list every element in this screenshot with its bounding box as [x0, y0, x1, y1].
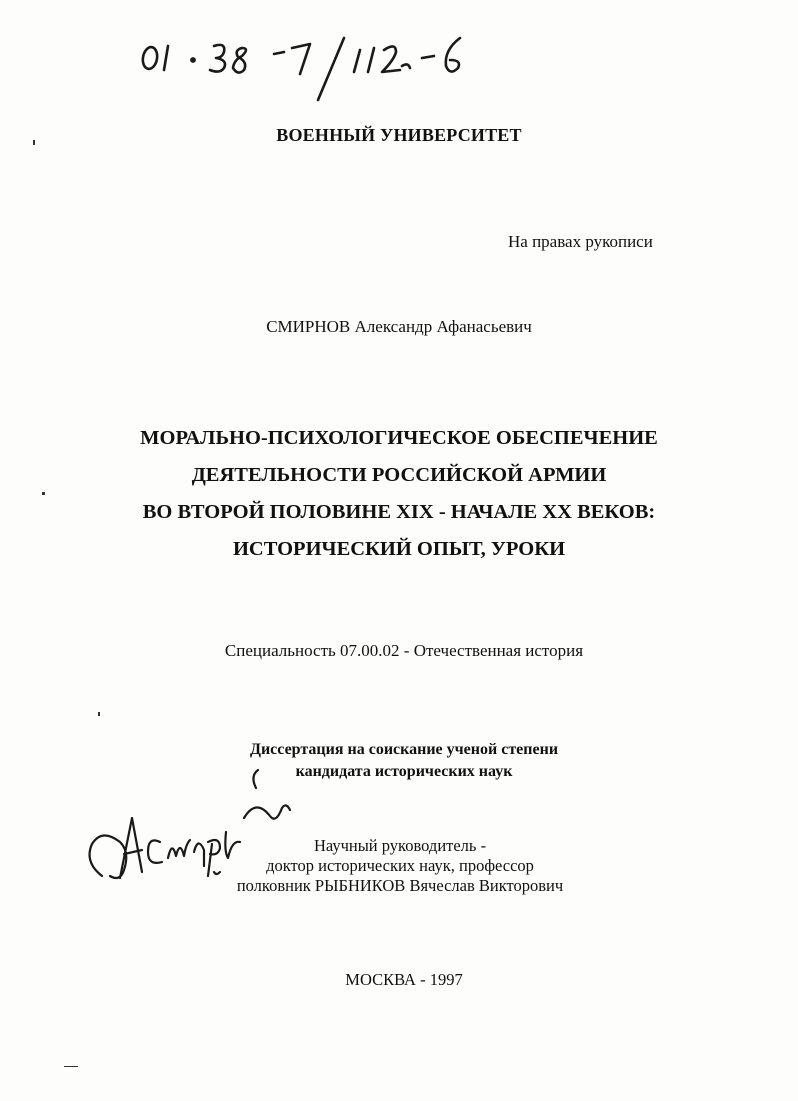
scan-speck	[33, 140, 35, 145]
title-line: ВО ВТОРОЙ ПОЛОВИНЕ XIX - НАЧАЛЕ XX ВЕКОВ:	[142, 501, 656, 523]
title-line: МОРАЛЬНО-ПСИХОЛОГИЧЕСКОЕ ОБЕСПЕЧЕНИЕ	[140, 427, 658, 449]
supervisor-degree: доктор исторических наук, профессор	[266, 856, 534, 875]
university-name: ВОЕННЫЙ УНИВЕРСИТЕТ	[276, 125, 522, 145]
scan-speck	[42, 492, 45, 495]
title-line: ИСТОРИЧЕСКИЙ ОПЫТ, УРОКИ	[232, 538, 566, 560]
degree-line: Диссертация на соискание ученой степени	[249, 741, 559, 758]
city-year: МОСКВА - 1997	[345, 970, 463, 989]
handwritten-catalog-code	[138, 30, 478, 102]
degree-line: кандидата исторических наук	[295, 763, 513, 780]
scan-speck	[64, 1066, 78, 1067]
supervisor-name: полковник РЫБНИКОВ Вячеслав Викторович	[236, 876, 564, 895]
title-line: ДЕЯТЕЛЬНОСТИ РОССИЙСКОЙ АРМИИ	[191, 464, 607, 486]
rights-note: На правах рукописи	[508, 232, 653, 251]
scan-speck	[98, 712, 100, 716]
supervisor-block	[190, 836, 610, 896]
author-name: СМИРНОВ Александр Афанасьевич	[266, 317, 532, 336]
dissertation-title	[0, 420, 798, 568]
supervisor-role: Научный руководитель -	[313, 836, 487, 855]
specialty: Специальность 07.00.02 - Отечественная история	[224, 641, 584, 660]
